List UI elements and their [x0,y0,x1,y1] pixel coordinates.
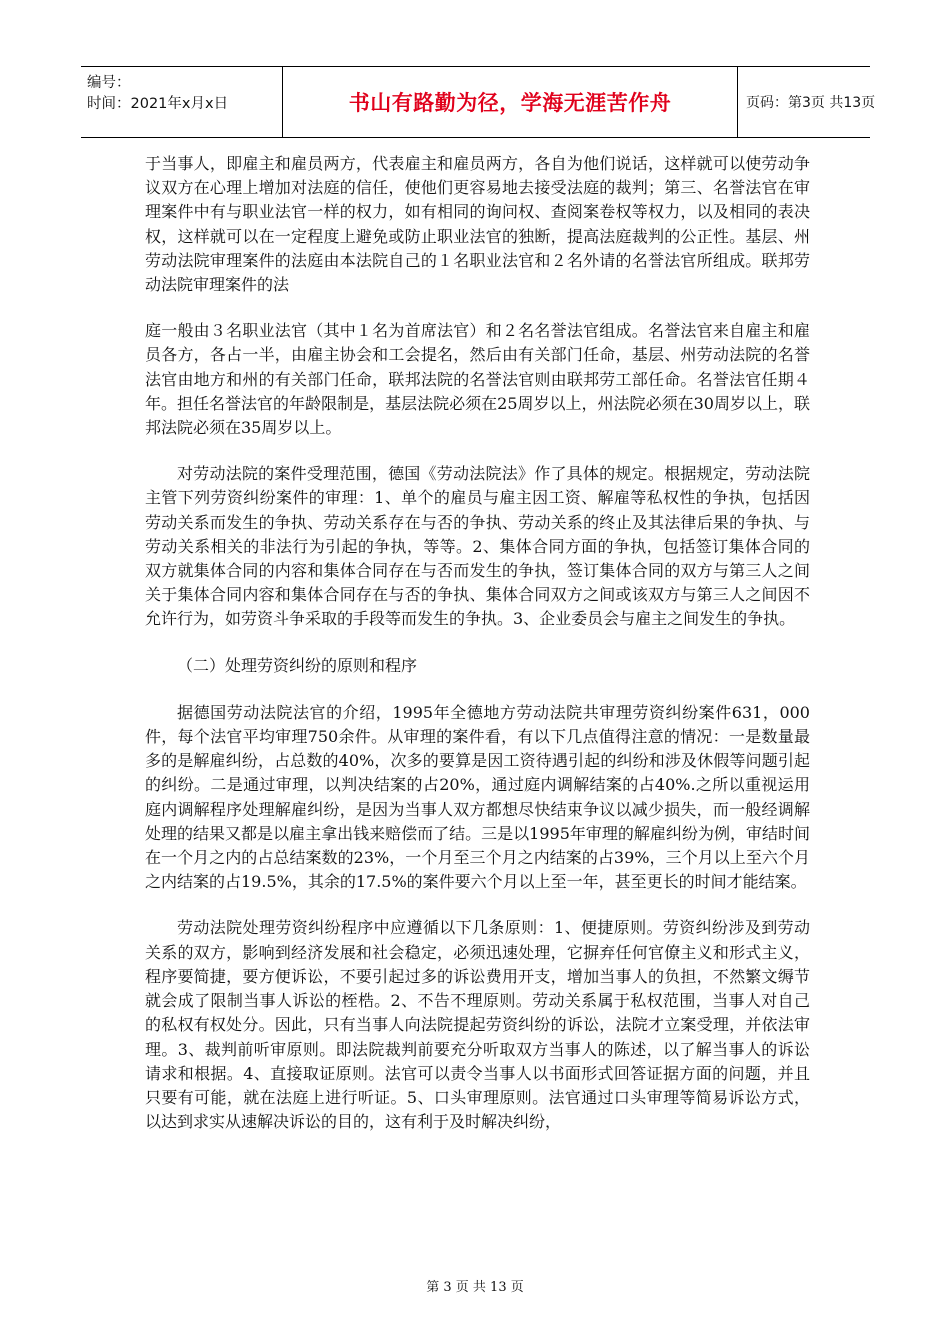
header-page-cell [738,67,876,137]
document-date-label: 时间：2021年x月x日 [87,96,229,112]
header-meta-cell [81,67,283,137]
page-footer [0,1276,950,1295]
section-heading: （二）处理劳资纠纷的原则和程序 [177,655,418,675]
footer-page-number: 第 3 页 共 13 页 [426,1280,524,1295]
header-page-number: 页码：第3页 共13页 [746,95,876,111]
paragraph-4: 据德国劳动法院法官的介绍，1995年全德地方劳动法院共审理劳资纠纷案件631，000件，每个法官平均审理750余件。从审理的案件看，有以下几点值得注意的情况：一是数量最多的是解雇纠纷，占总数的40%，次多的要算是因工资待遇引起的纠纷和涉及休假等问题引起的纠纷。二是通过审理，以判决结案的占20%，通过庭内调解结案的占40%.之所以重视运用庭内调解程序处理解雇纠纷，是因为当事人双方都想尽快结束争议以减少损失，而一般经调解处理的结果又都是以雇主拿出钱来赔偿而了结。三是以1995年审理的解雇纠纷为例，审结时间在一个月之内的占总结案数的23%，一个月至三个月之内结案的占39%，三个月以上至六个月之内结案的占19.5%，其余的17.5%的案件要六个月以上至一年，甚至更长的时间才能结案。 [145,702,810,892]
document-code-label: 编号： [87,75,131,91]
paragraph-1: 于当事人，即雇主和雇员两方，代表雇主和雇员两方，各自为他们说话，这样就可以使劳动争议双方在心理上增加对法庭的信任，使他们更容易地去接受法庭的裁判；第三、名誉法官在审理案件中有与职业法官一样的权力，如有相同的询问权、查阅案卷权等权力，以及相同的表决权，这样就可以在一定程度上避免或防止职业法官的独断，提高法庭裁判的公正性。基层、州劳动法院审理案件的法庭由本法院自己的１名职业法官和２名外请的名誉法官所组成。联邦劳动法院审理案件的法 [145,154,810,295]
header-motto-cell [283,67,738,137]
paragraph-5: 劳动法院处理劳资纠纷程序中应遵循以下几条原则：1、便捷原则。劳资纠纷涉及到劳动关系的双方，影响到经济发展和社会稳定，必须迅速处理，它摒弃任何官僚主义和形式主义，程序要简捷，要方便诉讼，不要引起过多的诉讼费用开支，增加当事人的负担，不然繁文缛节就会成了限制当事人诉讼的桎梏。2、不告不理原则。劳动关系属于私权范围，当事人对自己的私权有权处分。因此，只有当事人向法院提起劳资纠纷的诉讼，法院才立案受理，并依法审理。3、裁判前听审原则。即法院裁判前要充分听取双方当事人的陈述，以了解当事人的诉讼请求和根据。4、直接取证原则。法官可以责令当事人以书面形式回答证据方面的问题，并且只要有可能，就在法庭上进行听证。5、口头审理原则。法官通过口头审理等简易诉讼方式，以达到求实从速解决诉讼的目的，这有利于及时解决纠纷， [145,918,810,1132]
header-motto: 书山有路勤为径，学海无涯苦作舟 [348,91,672,115]
paragraph-3: 对劳动法院的案件受理范围，德国《劳动法院法》作了具体的规定。根据规定，劳动法院主管下列劳资纠纷案件的审理：1、单个的雇员与雇主因工资、解雇等私权性的争执，包括因劳动关系而发生的争执、劳动关系存在与否的争执、劳动关系的终止及其法律后果的争执、与劳动关系相关的非法行为引起的争执，等等。2、集体合同方面的争执，包括签订集体合同的双方就集体合同的内容和集体合同存在与否而发生的争执，签订集体合同的双方与第三人之间关于集体合同内容和集体合同存在与否的争执、集体合同双方之间或该双方与第三人之间因不允许行为，如劳资斗争采取的手段等而发生的争执。3、企业委员会与雇主之间发生的争执。 [145,464,810,629]
page-header [81,66,876,138]
document-body [145,152,810,1156]
paragraph-2: 庭一般由３名职业法官（其中１名为首席法官）和２名名誉法官组成。名誉法官来自雇主和雇员各方，各占一半，由雇主协会和工会提名，然后由有关部门任命，基层、州劳动法院的名誉法官由地方和州的有关部门任命，联邦法院的名誉法官则由联邦劳工部任命。名誉法官任期４年。担任名誉法官的年龄限制是，基层法院必须在25周岁以上，州法院必须在30周岁以上，联邦法院必须在35周岁以上。 [145,321,810,438]
